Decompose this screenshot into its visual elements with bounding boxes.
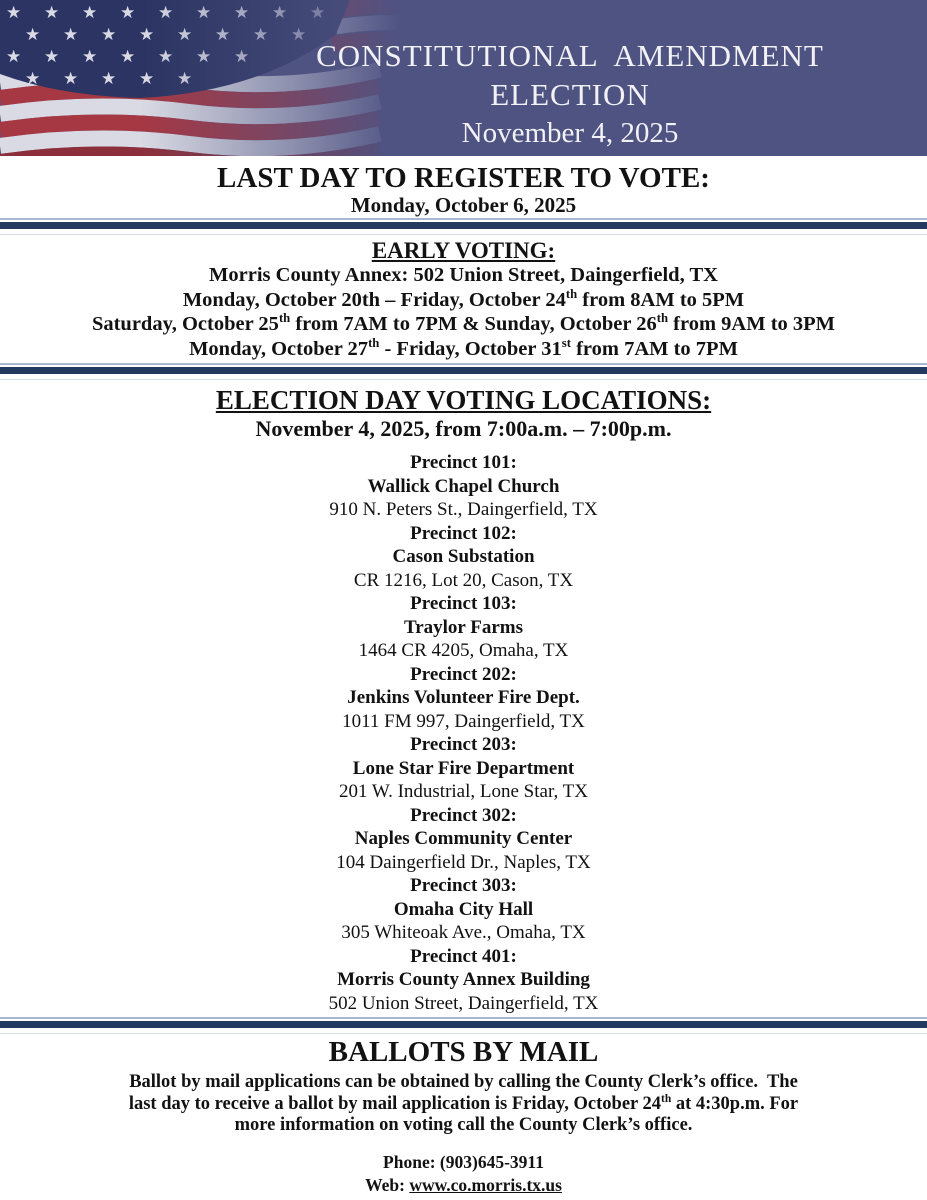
precinct-entry	[0, 874, 927, 945]
precinct-number: Precinct 101:	[410, 452, 517, 473]
precinct-entry	[0, 592, 927, 663]
divider-navy-bar	[0, 222, 927, 229]
early-voting-heading: EARLY VOTING:	[371, 238, 556, 263]
early-voting-schedule-line: Saturday, October 25th from 7AM to 7PM & Sunday, October 26th from 9AM to 3PM	[91, 311, 836, 335]
section-divider	[0, 1017, 927, 1034]
precinct-entry	[0, 733, 927, 804]
election-date: November 4, 2025	[461, 117, 679, 149]
register-heading: LAST DAY TO REGISTER TO VOTE:	[217, 162, 710, 194]
early-voting-schedule-line: Monday, October 20th – Friday, October 24th from 8AM to 5PM	[182, 286, 745, 311]
precinct-number: Precinct 203:	[410, 734, 517, 755]
divider-thin-line	[0, 218, 927, 220]
section-divider	[0, 363, 927, 380]
precinct-list	[0, 451, 927, 1015]
header-banner	[0, 0, 927, 156]
precinct-entry	[0, 663, 927, 734]
precinct-entry	[0, 451, 927, 522]
precinct-number: Precinct 102:	[410, 522, 517, 544]
ballots-by-mail-heading: BALLOTS BY MAIL	[328, 1036, 599, 1068]
section-divider	[0, 218, 927, 235]
early-voting-schedule-line: Monday, October 27th - Friday, October 31st from 7AM to 7PM	[189, 335, 738, 360]
precinct-entry	[0, 945, 927, 1016]
precinct-address: 1464 CR 4205, Omaha, TX	[358, 640, 569, 661]
precinct-venue: Cason Substation	[392, 546, 535, 567]
precinct-address: 502 Union Street, Daingerfield, TX	[328, 992, 599, 1014]
contact-block	[0, 1151, 927, 1197]
precinct-number: Precinct 401:	[410, 945, 517, 967]
precinct-venue: Jenkins Volunteer Fire Dept.	[347, 687, 580, 708]
precinct-address: CR 1216, Lot 20, Cason, TX	[353, 569, 574, 591]
precinct-venue: Morris County Annex Building	[337, 969, 590, 990]
precinct-address: 1011 FM 997, Daingerfield, TX	[342, 710, 585, 732]
website-link[interactable]: www.co.morris.tx.us	[409, 1174, 562, 1195]
divider-faint-line	[0, 234, 927, 235]
election-day-hours: November 4, 2025, from 7:00a.m. – 7:00p.m.	[255, 416, 672, 441]
precinct-address: 305 Whiteoak Ave., Omaha, TX	[341, 922, 586, 943]
ballots-by-mail-paragraph: Ballot by mail applications can be obtained by calling the County Clerk’s office. The last day to receive a ballot by mail application is Friday, October 24th at 4:30p.m. For more information on voting call the County Clerk’s office.	[128, 1072, 803, 1135]
precinct-entry	[0, 804, 927, 875]
precinct-venue: Wallick Chapel Church	[367, 475, 560, 497]
precinct-number: Precinct 202:	[410, 663, 517, 685]
precinct-venue: Omaha City Hall	[393, 898, 534, 920]
phone-line: Phone: (903)645-3911	[383, 1151, 544, 1172]
divider-faint-line	[0, 379, 927, 380]
election-title-line1: CONSTITUTIONAL AMENDMENT	[316, 38, 824, 73]
divider-navy-bar	[0, 367, 927, 374]
precinct-venue: Naples Community Center	[354, 828, 573, 849]
precinct-entry	[0, 522, 927, 593]
divider-navy-bar	[0, 1021, 927, 1028]
header-title-block	[250, 36, 890, 152]
precinct-number: Precinct 103:	[410, 593, 517, 614]
divider-thin-line	[0, 363, 927, 365]
precinct-address: 104 Daingerfield Dr., Naples, TX	[336, 851, 591, 873]
web-label: Web:	[365, 1174, 410, 1195]
precinct-address: 201 W. Industrial, Lone Star, TX	[338, 781, 589, 802]
precinct-number: Precinct 302:	[410, 804, 517, 826]
precinct-number: Precinct 303:	[410, 875, 517, 896]
register-date: Monday, October 6, 2025	[350, 193, 577, 217]
precinct-venue: Traylor Farms	[403, 616, 524, 638]
precinct-address: 910 N. Peters St., Daingerfield, TX	[329, 499, 598, 520]
precinct-venue: Lone Star Fire Department	[352, 757, 575, 779]
divider-thin-line	[0, 1017, 927, 1019]
early-voting-location: Morris County Annex: 502 Union Street, Daingerfield, TX	[209, 264, 718, 286]
election-day-heading: ELECTION DAY VOTING LOCATIONS:	[215, 385, 712, 415]
divider-faint-line	[0, 1033, 927, 1034]
web-line	[0, 1174, 927, 1197]
election-title-line2: ELECTION	[490, 77, 650, 112]
